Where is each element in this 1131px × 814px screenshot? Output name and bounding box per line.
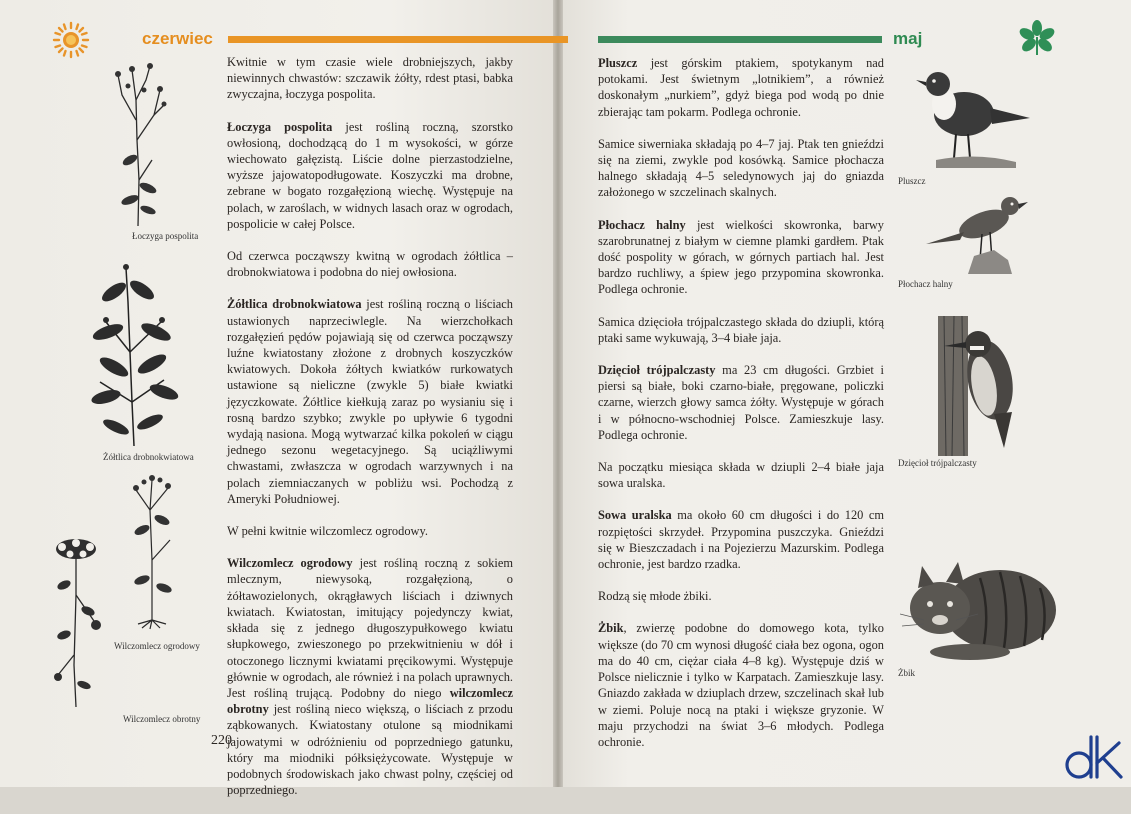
species-name: Płochacz halny [598, 217, 686, 232]
paragraph: Sowa uralska ma około 60 cm długości i do 120 cm rozpiętości skrzydeł. Przypomina puszczyka. Gnieździ się w Bieszczadach i na Pojezierzu Mazurskim. Podlega ochronie, jest bardzo rzadka. [598, 508, 885, 572]
paragraph: Żbik, zwierzę podobne do domowego kota, tylko większe (do 70 cm wynosi długość ciała bez ogona, ogon ma do 40 cm, ciężar ciała 4–8 kg). Występuje dziś w Polsce nielicznie i tylko w Karpatach. Zamieszkuje lasy. Gniazdo zakłada w dziuplach drzew, szczelinach skał lub w ziemi. Poluje nocą na ptaki i większe gryzonie. W maju przychodzi na świat 3–6 młodych. Podlega ochronie. [598, 621, 884, 749]
paragraph: Pluszcz jest górskim ptakiem, spotykanym nad potokami. Jest świetnym „lotnikiem”, a również doskonałym „nurkiem”, gdyż biega pod wodą po dnie zbierając tam pokarm. Podlega ochronie. [598, 56, 884, 119]
caption-wilczomlecz-obrotny: Wilczomlecz obrotny [123, 714, 201, 724]
species-name: Pluszcz [598, 56, 638, 70]
page-number: 220 [211, 733, 232, 748]
species-name: Żółtlica drobnokwiatowa [227, 297, 362, 312]
paragraph: W pełni kwitnie wilczomlecz ogrodowy. [227, 524, 428, 539]
book-gutter [553, 0, 563, 787]
species-name: Sowa uralska [598, 508, 672, 523]
month-title-czerwiec: czerwiec [142, 29, 213, 48]
species-name: Żbik [598, 621, 624, 636]
caption-wilczomlecz-ogrodowy: Wilczomlecz ogrodowy [114, 641, 200, 651]
sun-icon [52, 21, 90, 59]
paragraph: Płochacz halny jest wielkości skowronka, barwy szarobrunatnej z białym w ciemne plamki gardłem. Ptak dość pospolity w górach, w górnych partiach hal. Jest bardzo ruchliwy, a śpiew jego przypomina skowronka. Podlega ochronie. [598, 217, 884, 297]
paragraph: Na początku miesiąca składa w dziupli 2–4 białe jaja sowa uralska. [598, 460, 884, 491]
paragraph: Kwitnie w tym czasie wiele drobniejszych, jakby niewinnych chwastów: szczawik żółty, rdest ptasi, babka zwyczajna, łoczyga pospolita. [227, 55, 513, 102]
dzieciol-bird-illustration [934, 316, 1026, 456]
paragraph: Wilczomlecz ogrodowy jest rośliną roczną z sokiem mlecznym, niewysoką, rozgałęzioną, o żółtawozielonych, okrągławych liściach i dziwnych kwiatach. Kwiatostan, imitujący pojedynczy kwiat, składa się z jednego długoszypułkowego kwiatu słupkowego, zwieszonego po przekwitnieniu w dół i otoczonego licznymi kwiatami pręcikowymi. Występuje głównie w ogrodach, ale również i na polach uprawnych. Jest rośliną trującą. Podobny do niego wilczomlecz obrotny jest rośliną nieco większą, o liściach z przodu ząbkowanych. Kwiatostany otulone są miodnikami jajowatymi w odróżnieniu od poprzedniego gatunku, który ma miodniki półksiężycowate. Występuje w podobnych środowiskach jako chwast polny, częściej od poprzedniego. [227, 556, 513, 798]
header-rule-green [598, 36, 882, 43]
month-title-maj: maj [893, 29, 923, 48]
paragraph: Dzięcioł trójpalczasty ma 23 cm długości. Grzbiet i piersi są białe, boki czarno-białe, pręgowane, policzki czarne, wierzch głowy samca żółty. Występuje w górach i w północno-wschodniej Polsce. Zamieszkuje lasy. Podlega ochronie. [598, 363, 884, 442]
caption-pluszcz: Pluszcz [898, 176, 926, 186]
species-name: Łoczyga pospolita [227, 119, 333, 134]
wilczomlecz-ogrodowy-illustration [122, 470, 182, 630]
species-name: Dzięcioł trójpalczasty [598, 363, 716, 378]
caption-zbik: Żbik [898, 668, 915, 678]
caption-zoltlica: Żółtlica drobnokwiatowa [103, 452, 194, 462]
paragraph: Łoczyga pospolita jest rośliną roczną, szorstko owłosioną, dochodzącą do 1 m wysokości, w górze wiechowato gałęzistą. Liście dolne pierzastodzielne, wyższe jajowatopodługowate. Koszyczki ma drobne, zebrane w bogato rozgałęzioną wiechę. Występuje na polach, w zaroślach, w widnych lasach oraz w ogrodach, pospolicie w całej Polsce. [227, 119, 513, 231]
species-name: Wilczomlecz ogrodowy [227, 556, 353, 571]
species-name: wilczomlecz obrotny [227, 685, 513, 717]
caption-dzieciol: Dzięcioł trójpalczasty [898, 458, 977, 468]
plochacz-bird-illustration [924, 190, 1030, 276]
loczyga-plant-illustration [108, 60, 168, 228]
zbik-cat-illustration [900, 548, 1060, 660]
paragraph: Od czerwca począwszy kwitną w ogrodach żółtlica – drobnokwiatowa i podobna do niej owłosiona. [227, 249, 513, 280]
header-rule-orange [228, 36, 568, 43]
paragraph: Samica dzięcioła trójpalczastego składa do dziupli, którą ptaki same wykuwają, 3–4 białe jaja. [598, 314, 884, 345]
dk-watermark-logo [1061, 733, 1123, 783]
right-text-column [598, 55, 884, 766]
caption-loczyga: Łoczyga pospolita [132, 231, 199, 241]
zoltlica-plant-illustration [86, 262, 186, 447]
wilczomlecz-obrotny-illustration [50, 535, 102, 710]
pluszcz-bird-illustration [916, 62, 1032, 172]
paragraph: Rodzą się młode żbiki. [598, 589, 712, 604]
left-text-column [227, 54, 513, 814]
paragraph: Żółtlica drobnokwiatowa jest rośliną roczną o liściach ustawionych naprzeciwlegle. Na wierzchołkach rozgałęzień pędów pojawiają się od czerwca począwszy luźne kwiatostany złożone z drobnych koszyczków kwiatowych. Dokoła żółtych kwiatków rurkowatych ustawione są nieliczne (zwykle 5) białe kwiatki języczkowate. Żółtlice kiełkują zaraz po wysianiu się i rosną bardzo szybko; zwykle po upływie 6 tygodni wydają nasiona. Mogą wytwarzać kilka pokoleń w ciągu jednego sezonu wegetacyjnego. Są uciążliwymi chwastami, zwłaszcza w ogrodach warzywnych i na polach ziemniaczanych w pobliżu wsi. Pochodzą z Ameryki Południowej. [227, 297, 513, 506]
leaf-icon [1018, 20, 1056, 56]
paragraph: Samice siwerniaka składają po 4–7 jaj. Ptak ten gnieździ się na ziemi, zwykle pod kosówką. Samice płochacza halnego składają 4–5 seledynowych jaj do gniazda założonego w szczelinach skalnych. [598, 136, 884, 200]
caption-plochacz: Płochacz halny [898, 279, 953, 289]
